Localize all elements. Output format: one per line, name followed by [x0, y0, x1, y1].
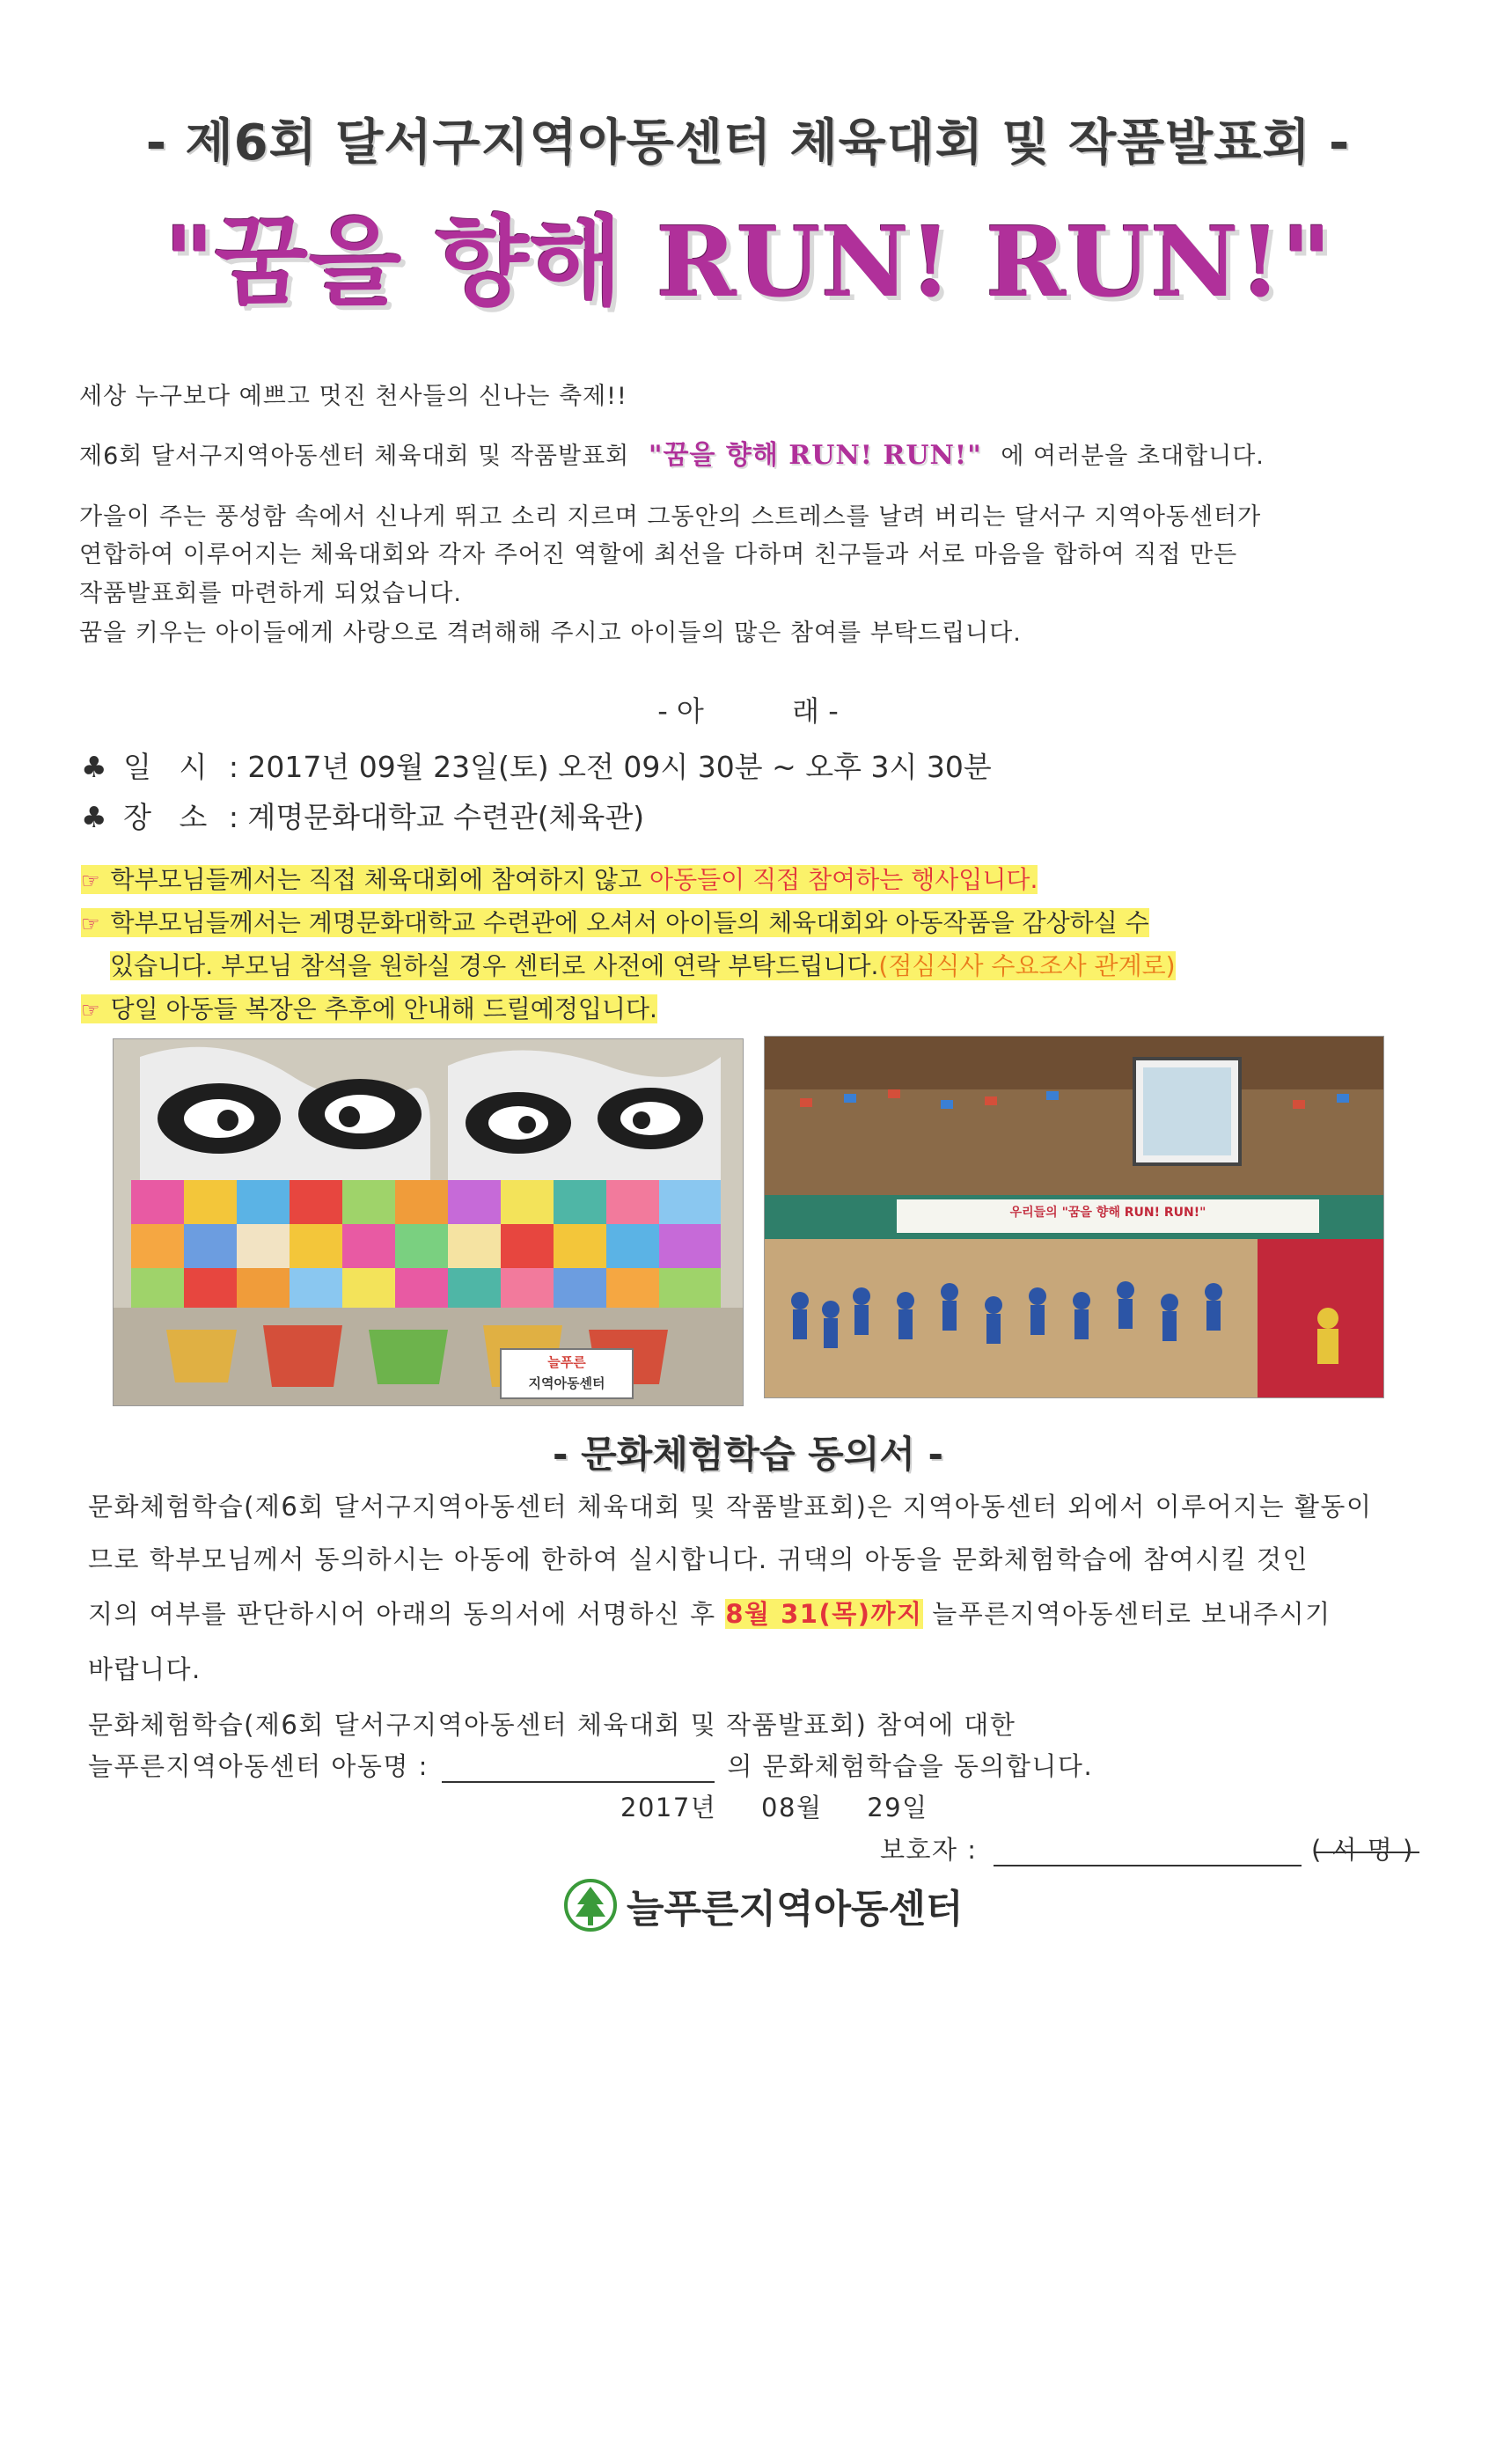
consent-agree-text: 의 문화체험학습을 동의합니다.: [727, 1751, 1094, 1781]
consent-line3-post: 늘푸른지역아동센터로 보내주시기: [922, 1599, 1331, 1629]
consent-form-line2: [88, 1747, 1093, 1783]
highlight-line1: [81, 861, 1038, 896]
consent-form-line1: 문화체험학습(제6회 달서구지역아동센터 체육대회 및 작품발표회) 참여에 대한: [88, 1710, 1016, 1740]
intro-line2-post: 에 여러분을 초대합니다.: [1001, 443, 1265, 470]
consent-line1: 문화체험학습(제6회 달서구지역아동센터 체육대회 및 작품발표회)은 지역아동센터 외에서 이루어지는 활동이: [88, 1492, 1373, 1522]
event-title: - 제6회 달서구지역아동센터 체육대회 및 작품발표회 -: [145, 114, 1351, 172]
intro-line2: [79, 433, 1265, 472]
pointing-hand-icon: ☞: [81, 912, 100, 936]
notice-heading-a: - 아: [657, 694, 704, 728]
notice-heading-b: 래 -: [792, 694, 839, 728]
highlight-line1-a: 학부모님들께서는 직접 체육대회에 참여하지 않고: [110, 865, 650, 894]
event-slogan: "꿈을 향해 RUN! RUN!": [164, 205, 1332, 319]
child-name-field[interactable]: [442, 1758, 715, 1783]
highlight-line4: [81, 990, 657, 1025]
signature-underline: [1316, 1852, 1419, 1853]
highlight-line4-box: [81, 994, 657, 1023]
notice-item-place-key: 장 소: [123, 800, 208, 834]
date-month: 08월: [761, 1793, 823, 1822]
sign-line1: 늘푸른: [547, 1354, 586, 1370]
notice-item-datetime: [81, 744, 992, 786]
intro-line2-title: "꿈을 향해 RUN! RUN!": [648, 440, 982, 471]
signature-label: ( 서 명 ): [1310, 1835, 1414, 1865]
intro-line1: 세상 누구보다 예쁘고 멋진 천사들의 신나는 축제!!: [79, 383, 627, 410]
highlight-line3-b: (점심식사 수요조사 관계로): [878, 951, 1176, 980]
consent-title: - 문화체험학습 동의서 -: [553, 1433, 943, 1476]
notice-item-place-value: : 계명문화대학교 수련관(체육관): [228, 800, 645, 834]
consent-line3: [88, 1595, 1331, 1631]
highlight-line3-box: [110, 951, 1176, 980]
highlight-line2: [81, 904, 1149, 939]
highlight-line3-a: 있습니다. 부모님 참석을 원하실 경우 센터로 사전에 연락 부탁드립니다.: [110, 951, 879, 980]
club-icon: ♣: [81, 800, 107, 834]
club-icon: ♣: [81, 750, 107, 784]
gym-banner-text: 우리들의 "꿈을 향해 RUN! RUN!": [1009, 1206, 1206, 1220]
highlight-line2-box: [81, 908, 1149, 937]
highlight-line2-text: 학부모님들께서는 계명문화대학교 수련관에 오셔서 아이들의 체육대회와 아동작품을 감상하실 수: [110, 908, 1149, 937]
intro-para3: 작품발표회를 마련하게 되었습니다.: [79, 580, 462, 607]
org-logo: [563, 1874, 964, 1936]
notice-item-datetime-value: : 2017년 09월 23일(토) 오전 09시 30분 ~ 오후 3시 30분: [228, 750, 992, 784]
guardian-signature-field[interactable]: [994, 1842, 1302, 1866]
notice-heading: [0, 689, 1496, 730]
date-year: 2017년: [620, 1793, 717, 1822]
photo-artwork: [113, 1038, 744, 1406]
notice-item-datetime-key: 일 시: [123, 750, 208, 784]
sign-line2: 지역아동센터: [528, 1375, 605, 1391]
intro-para2: 연합하여 이루어지는 체육대회와 각자 주어진 역할에 최선을 다하며 친구들과 서로 마음을 합하여 직접 만든: [79, 541, 1238, 568]
intro-para4: 꿈을 키우는 아이들에게 사랑으로 격려해해 주시고 아이들의 많은 참여를 부탁드립니다.: [79, 620, 1022, 647]
consent-line3-pre: 지의 여부를 판단하시어 아래의 동의서에 서명하신 후: [88, 1599, 726, 1629]
org-name: 늘푸른지역아동센터: [627, 1887, 964, 1932]
owl-artwork-illustration: [114, 1039, 743, 1405]
pointing-hand-icon: ☞: [81, 869, 100, 893]
date-day: 29일: [867, 1793, 928, 1822]
highlight-line3: [110, 947, 1176, 982]
guardian-label: 보호자 :: [880, 1835, 978, 1865]
highlight-line1-b: 아동들이 직접 참여하는 행사입니다.: [649, 865, 1038, 894]
highlight-line1-box: [81, 865, 1038, 894]
consent-deadline: 8월 31(목)까지: [725, 1599, 923, 1629]
consent-date: [620, 1788, 928, 1824]
consent-line2: 므로 학부모님께서 동의하시는 아동에 한하여 실시합니다. 귀댁의 아동을 문화체험학습에 참여시킬 것인: [88, 1544, 1309, 1574]
pointing-hand-icon: ☞: [81, 998, 100, 1023]
consent-line4: 바랍니다.: [88, 1654, 202, 1684]
highlight-line4-text: 당일 아동들 복장은 추후에 안내해 드릴예정입니다.: [110, 994, 657, 1023]
intro-para1: 가을이 주는 풍성함 속에서 신나게 뛰고 소리 지르며 그동안의 스트레스를 날려 버리는 달서구 지역아동센터가: [79, 503, 1262, 531]
guardian-signature-row: [880, 1830, 1414, 1866]
photo-gymnasium: [764, 1036, 1384, 1398]
notice-item-place: [81, 795, 644, 836]
child-name-label: 늘푸른지역아동센터 아동명 :: [88, 1751, 429, 1781]
intro-line2-pre: 제6회 달서구지역아동센터 체육대회 및 작품발표회: [79, 443, 630, 470]
tree-logo-icon: [563, 1878, 618, 1932]
